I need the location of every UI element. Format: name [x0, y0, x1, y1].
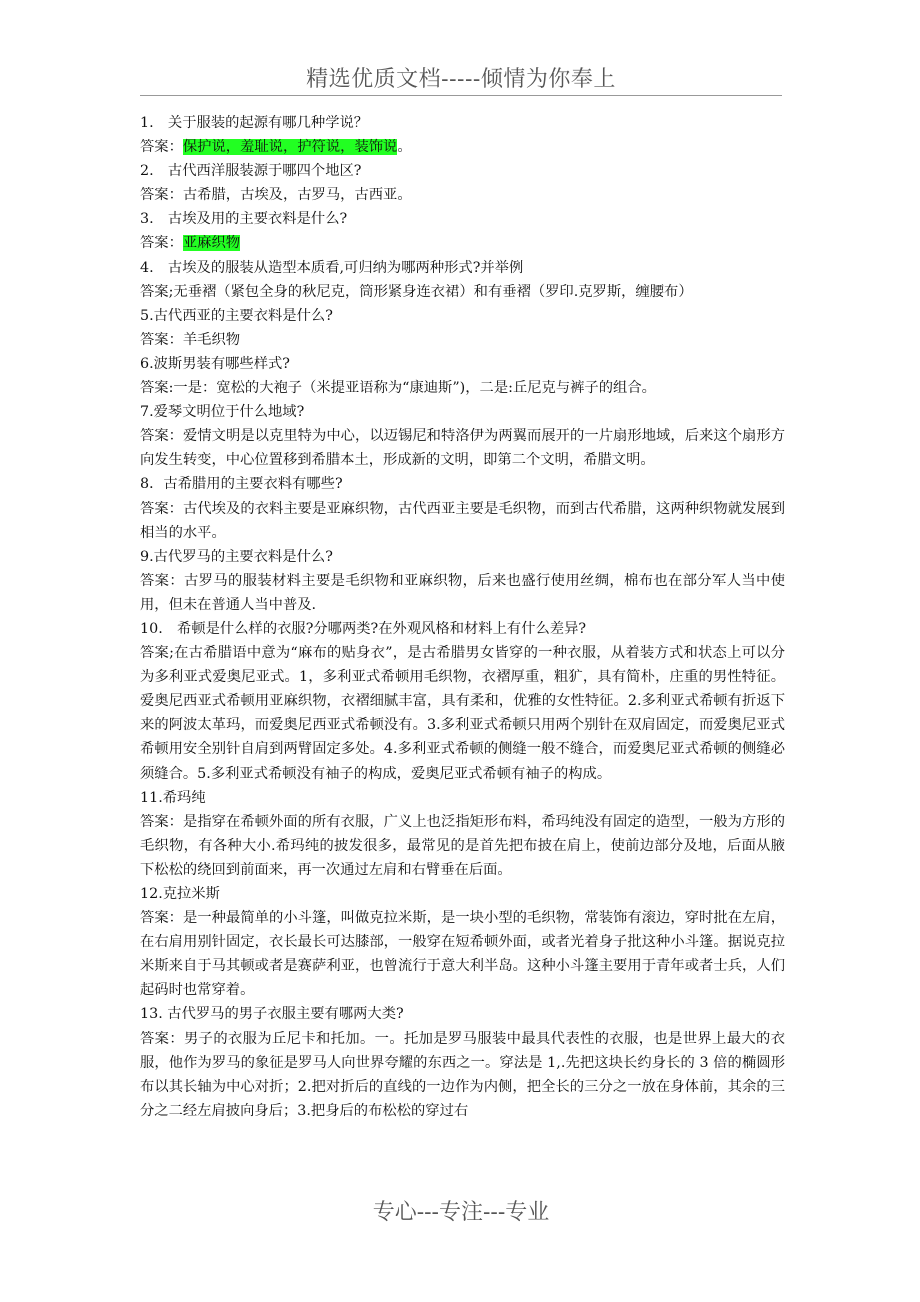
page-header: 精选优质文档-----倾情为你奉上 [306, 67, 616, 92]
answer-13: 答案：男子的衣服为丘尼卡和托加。一。托加是罗马服装中最具代表性的衣服，也是世界上最大的衣服，他作为罗马的象征是罗马人向世界夸耀的东西之一。穿法是 1,.先把这块长约身长的 3 倍的椭圆形布以其长轴为中心对折；2.把对折后的直线的一边作为内侧，把全长的三分之一放在身体前，其余的三分之二经左肩披向身后；3.把身后的布松松的穿过右 [140, 1030, 785, 1119]
answer-10: 答案;在古希腊语中意为“麻布的贴身衣”，是古希腊男女皆穿的一种衣服，从着装方式和状态上可以分为多利亚式爱奥尼亚式。1，多利亚式希顿用毛织物，衣褶厚重，粗犷，具有简朴，庄重的男性特征。爱奥尼西亚式希顿用亚麻织物，衣褶细腻丰富，具有柔和，优雅的女性特征。2.多利亚式希顿有折返下来的阿波太革玛，而爱奥尼西亚式希顿没有。3.多利亚式希顿只用两个别针在双肩固定，而爱奥尼亚式希顿用安全别针自肩到两臂固定多处。4.多利亚式希顿的侧缝一般不缝合，而爱奥尼亚式希顿的侧缝必须缝合。5.多利亚式希顿没有袖子的构成，爱奥尼亚式希顿有袖子的构成。 [140, 645, 785, 782]
answer-3 [140, 231, 785, 255]
question-7: 7.爱琴文明位于什么地域? [140, 404, 305, 421]
answer-11: 答案：是指穿在希顿外面的所有衣服，广义上也泛指矩形布料，希玛纯没有固定的造型，一般为方形的毛织物，有各种大小.希玛纯的披发很多，最常见的是首先把布披在肩上，使前边部分及地，后面从腋下松松的绕回到前面来，再一次通过左肩和右臂垂在后面。 [140, 813, 785, 878]
answer-prefix: 答案： [140, 235, 183, 252]
answer-12: 答案：是一种最简单的小斗篷，叫做克拉米斯，是一块小型的毛织物，常装饰有滚边，穿时批在左肩，在右肩用别针固定，衣长最长可达膝部，一般穿在短希顿外面，或者光着身子批这种小斗篷。据说克拉米斯来自于马其顿或者是赛萨利亚，也曾流行于意大利半岛。这种小斗篷主要用于青年或者士兵，人们起码时也常穿着。 [140, 910, 785, 999]
answer-9: 答案：古罗马的服装材料主要是毛织物和亚麻织物，后来也盛行使用丝绸，棉布也在部分军人当中使用，但未在普通人当中普及. [140, 572, 785, 613]
question-9: 9.古代罗马的主要衣料是什么? [140, 548, 333, 565]
answer-8: 答案：古代埃及的衣料主要是亚麻织物，古代西亚主要是毛织物，而到古代希腊，这两种织物就发展到相当的水平。 [140, 500, 785, 541]
question-6: 6.波斯男装有哪些样式? [140, 355, 290, 372]
question-4: 4. 古埃及的服装从造型本质看,可归纳为哪两种形式?并举例 [140, 259, 524, 276]
question-5: 5.古代西亚的主要衣料是什么? [140, 307, 333, 324]
question-12: 12.克拉米斯 [140, 886, 220, 902]
answer-4: 答案;无垂褶（紧包全身的秋尼克，筒形紧身连衣裙）和有垂褶（罗印.克罗斯，缠腰布） [140, 283, 693, 300]
header-divider [140, 95, 782, 96]
answer-1 [140, 135, 785, 159]
answer-suffix: 。 [397, 139, 412, 156]
question-1: 1. 关于服装的起源有哪几种学说？ [140, 115, 369, 131]
question-13: 13. 古代罗马的男子衣服主要有哪两大类? [140, 1006, 404, 1023]
document-body [140, 111, 785, 1123]
answer-7: 答案：爱情文明是以克里特为中心，以迈锡尼和特洛伊为两翼而展开的一片扇形地域，后来这个扇形方向发生转变，中心位置移到希腊本土，形成新的文明，即第二个文明，希腊文明。 [140, 428, 785, 469]
answer-2: 答案：古希腊，古埃及，古罗马，古西亚。 [140, 187, 412, 204]
question-3: 3. 古埃及用的主要衣料是什么? [140, 211, 348, 228]
question-8: 8．古希腊用的主要衣料有哪些? [140, 476, 343, 493]
answer-5: 答案：羊毛织物 [140, 331, 241, 348]
question-2: 2. 古代西洋服装源于哪四个地区? [140, 163, 362, 180]
answer-6: 答案:一是：宽松的大袍子（米提亚语称为“康迪斯”)，二是:丘尼克与裤子的组合。 [140, 380, 656, 397]
page-footer: 专心---专注---专业 [372, 1200, 550, 1225]
highlighted-answer: 保护说，羞耻说，护符说，装饰说 [182, 139, 398, 156]
answer-prefix: 答案： [140, 139, 183, 156]
question-10: 10. 希顿是什么样的衣服?分哪两类?在外观风格和材料上有什么差异? [140, 620, 587, 637]
question-11: 11.希玛纯 [140, 789, 206, 806]
highlighted-answer: 亚麻织物 [182, 235, 241, 252]
